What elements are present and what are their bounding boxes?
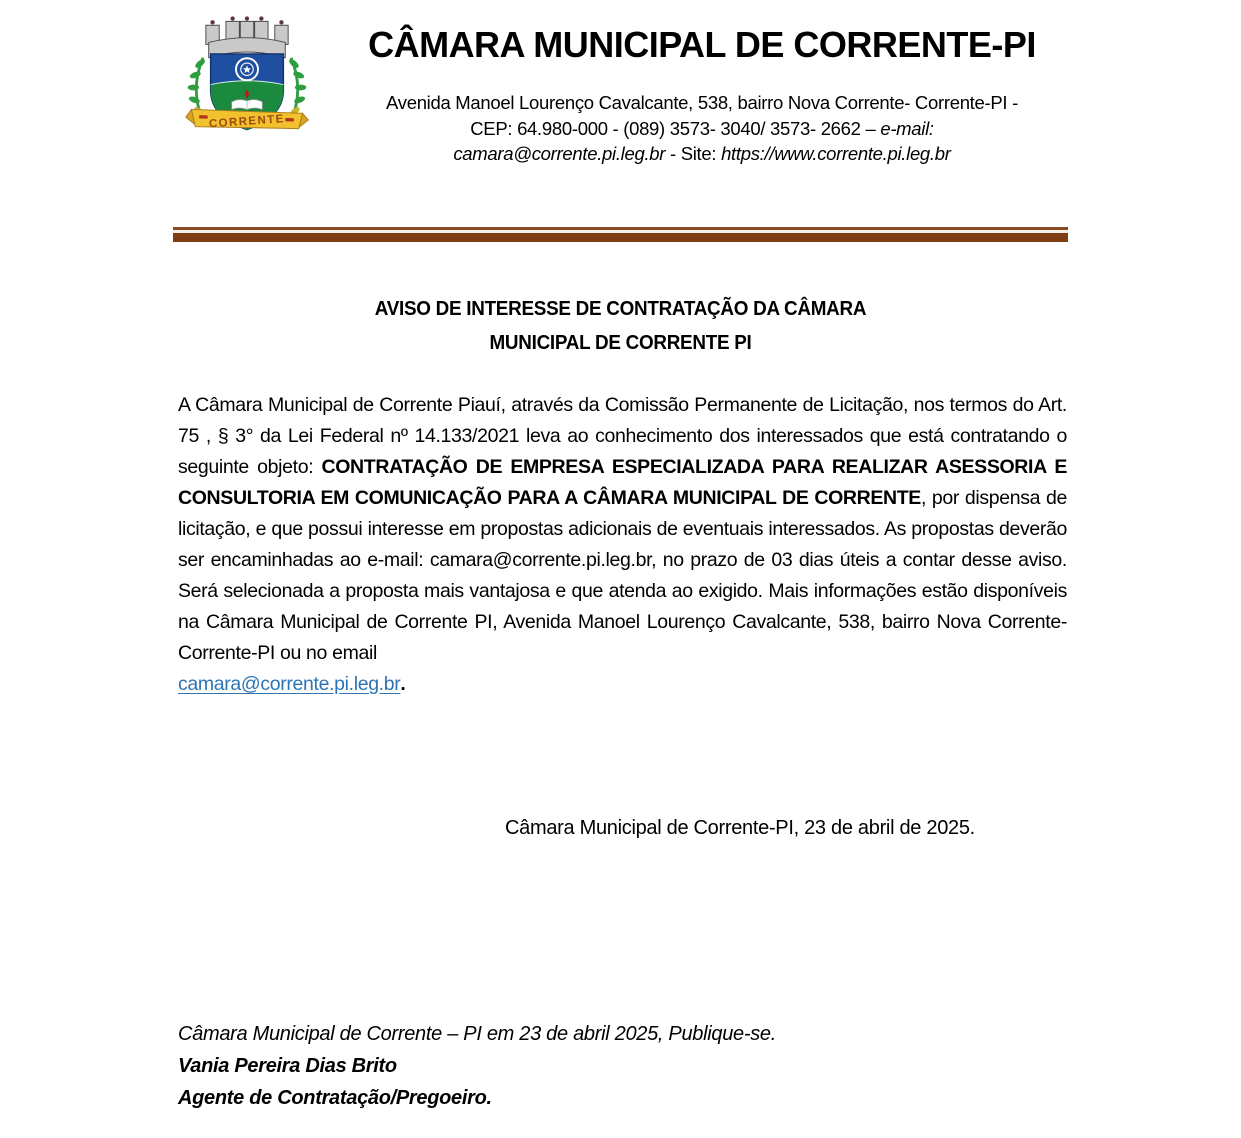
- publish-order-line: Câmara Municipal de Corrente – PI em 23 de abril 2025, Publique-se.: [178, 1023, 777, 1045]
- address-line-1: Avenida Manoel Lourenço Cavalcante, 538, bairro Nova Corrente- Corrente-PI -: [386, 92, 1018, 113]
- notice-body: [178, 390, 1067, 700]
- email-hyperlink[interactable]: camara@corrente.pi.leg.br: [178, 673, 401, 695]
- text-run: .: [400, 673, 406, 695]
- divider-thick-line: [173, 233, 1068, 242]
- letterhead-text: [324, 8, 1080, 167]
- signature-block: [178, 1018, 776, 1114]
- text-run: - Site:: [665, 143, 722, 164]
- banner-ribbon-icon: [186, 109, 309, 130]
- letterhead: [180, 8, 1080, 167]
- notice-heading: [209, 292, 1032, 360]
- corrente-coat-of-arms-logo: [180, 8, 314, 142]
- email-link-line: [178, 669, 1067, 700]
- signer-role: Agente de Contratação/Pregoeiro.: [178, 1087, 492, 1109]
- text-run: A Câmara Municipal de Corrente Piauí, através da Comissão Permanente de Licitação, nos termos do Art. 75 , § 3° da Lei Federal nº 14.133/2021 leva ao conhecimento dos interessados que está contratando o seguinte objeto:: [178, 394, 1067, 478]
- header-divider-rule: [173, 227, 1068, 242]
- organization-address: [324, 90, 1080, 167]
- mural-crown-icon: [206, 17, 288, 58]
- address-line-2: [324, 116, 1080, 142]
- laurel-branch-right: [288, 58, 307, 121]
- dateline: Câmara Municipal de Corrente-PI, 23 de abril de 2025.: [505, 817, 975, 839]
- text-run: https://www.corrente.pi.leg.br: [721, 143, 951, 164]
- signer-name: Vania Pereira Dias Brito: [178, 1055, 397, 1077]
- banner-text: CORRENTE: [208, 113, 286, 131]
- notice-heading-line-1: AVISO DE INTERESSE DE CONTRATAÇÃO DA CÂMARA: [374, 297, 867, 320]
- organization-title: CÂMARA MUNICIPAL DE CORRENTE-PI: [368, 24, 1036, 65]
- notice-paragraph: [178, 390, 1067, 669]
- notice-heading-line-2: MUNICIPAL DE CORRENTE PI: [489, 331, 752, 354]
- text-run: camara@corrente.pi.leg.br: [453, 143, 666, 164]
- address-line-3: [324, 141, 1080, 167]
- text-run: , por dispensa de licitação, e que possui interesse em propostas adicionais de eventuais interessados. As propostas deverão ser encaminhadas ao e-mail: camara@corrente.pi.leg.br, no prazo de 03 dias úteis a contar desse aviso. Será selecionada a proposta mais vantajosa e que atenda ao exigido. Mais informações estão disponíveis na Câmara Municipal de Corrente PI, Avenida Manoel Lourenço Cavalcante, 538, bairro Nova Corrente- Corrente-PI ou no email: [178, 487, 1067, 664]
- text-run: CONTRATAÇÃO DE EMPRESA ESPECIALIZADA PARA REALIZAR ASESSORIA E CONSULTORIA EM COMUNICAÇÃO PARA A CÂMARA MUNICIPAL DE CORRENTE: [178, 456, 1067, 509]
- coat-of-arms-icon: [180, 8, 314, 142]
- text-run: CEP: 64.980-000 - (089) 3573- 3040/ 3573- 2662 –: [470, 117, 881, 139]
- text-run: e-mail:: [880, 117, 934, 139]
